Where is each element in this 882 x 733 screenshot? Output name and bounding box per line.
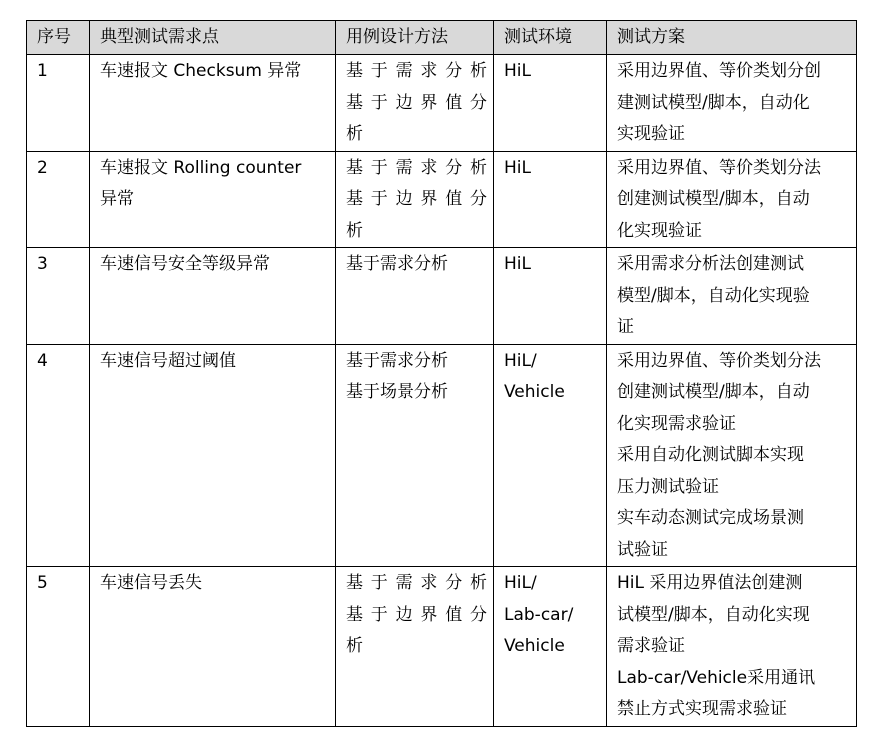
cell-design-method [336, 55, 494, 152]
cell-test-environment [494, 344, 607, 567]
cell-index: 2 [27, 151, 90, 248]
text-line: HiL [504, 61, 531, 81]
header-test-environment: 测试环境 [494, 21, 607, 55]
text-line: 采用边界值、等价类划分法 [617, 157, 821, 178]
table-row [27, 55, 857, 152]
text-line: 实车动态测试完成场景测 [617, 508, 804, 528]
cell-test-plan [607, 55, 857, 152]
text-line: 采用边界值、等价类划分创 [617, 61, 821, 81]
text-line: 创建测试模型/脚本，自动 [617, 189, 810, 209]
text-line: 证 [617, 317, 634, 337]
text-line: 车速信号超过阈值 [100, 350, 236, 371]
cell-test-plan [607, 151, 857, 248]
text-line: 基于需求分析 [346, 254, 448, 274]
table-row [27, 151, 857, 248]
text-line: HiL 采用边界值法创建测 [617, 573, 803, 593]
text-line: 基于场景分析 [346, 382, 448, 402]
text-line: 采用需求分析法创建测试 [617, 254, 804, 274]
text-line: HiL/ [504, 350, 537, 371]
text-line: 化实现验证 [617, 220, 702, 241]
text-line: 车速报文 Rolling counter [100, 157, 302, 178]
cell-requirement-point [90, 248, 336, 345]
text-line: HiL [504, 254, 531, 274]
text-line: 基于需求分析 [346, 350, 448, 371]
cell-test-environment [494, 567, 607, 727]
text-line: 析 [346, 636, 363, 656]
text-line: 需求验证 [617, 636, 685, 656]
text-line: 析 [346, 220, 363, 241]
text-line: 试验证 [617, 539, 668, 560]
cell-design-method [336, 151, 494, 248]
text-line: 基于边界值分 [346, 189, 487, 209]
header-requirement-point: 典型测试需求点 [90, 21, 336, 55]
cell-design-method [336, 567, 494, 727]
text-line: HiL [504, 157, 531, 178]
text-line: 基于边界值分 [346, 604, 487, 625]
text-line: 基于需求分析 [346, 573, 487, 593]
header-test-plan: 测试方案 [607, 21, 857, 55]
text-line: 建测试模型/脚本，自动化 [617, 92, 810, 113]
text-line: 创建测试模型/脚本，自动 [617, 382, 810, 402]
cell-test-plan [607, 344, 857, 567]
text-line: 化实现需求验证 [617, 413, 736, 434]
text-line: 异常 [100, 189, 134, 209]
text-line: 析 [346, 124, 363, 144]
table-row [27, 344, 857, 567]
text-line: Lab-car/ [504, 604, 574, 625]
text-line: Vehicle [504, 382, 565, 402]
text-line: HiL/ [504, 573, 537, 593]
table-row [27, 567, 857, 727]
table-row [27, 248, 857, 345]
text-line: 采用边界值、等价类划分法 [617, 350, 821, 371]
cell-test-plan [607, 248, 857, 345]
cell-design-method [336, 344, 494, 567]
cell-requirement-point [90, 55, 336, 152]
cell-index: 4 [27, 344, 90, 567]
header-index: 序号 [27, 21, 90, 55]
text-line: 基于边界值分 [346, 92, 487, 113]
cell-test-environment [494, 248, 607, 345]
text-line: 基于需求分析 [346, 157, 487, 178]
text-line: 基于需求分析 [346, 61, 487, 81]
text-line: 压力测试验证 [617, 476, 719, 497]
text-line: Vehicle [504, 636, 565, 656]
cell-requirement-point [90, 151, 336, 248]
cell-test-environment [494, 151, 607, 248]
text-line: 实现验证 [617, 124, 685, 144]
cell-requirement-point [90, 344, 336, 567]
text-line: 车速报文 Checksum 异常 [100, 61, 302, 81]
cell-index: 3 [27, 248, 90, 345]
text-line: 模型/脚本，自动化实现验 [617, 285, 810, 306]
text-line: 试模型/脚本，自动化实现 [617, 604, 810, 625]
text-line: 禁止方式实现需求验证 [617, 699, 787, 719]
text-line: 车速信号丢失 [100, 573, 202, 593]
text-line: Lab-car/Vehicle采用通讯 [617, 667, 816, 688]
test-requirements-table [26, 20, 857, 727]
cell-index: 1 [27, 55, 90, 152]
cell-index: 5 [27, 567, 90, 727]
cell-test-plan [607, 567, 857, 727]
text-line: 采用自动化测试脚本实现 [617, 445, 804, 465]
cell-design-method [336, 248, 494, 345]
cell-requirement-point [90, 567, 336, 727]
table-header-row [27, 21, 857, 55]
text-line: 车速信号安全等级异常 [100, 254, 270, 274]
cell-test-environment [494, 55, 607, 152]
header-design-method: 用例设计方法 [336, 21, 494, 55]
